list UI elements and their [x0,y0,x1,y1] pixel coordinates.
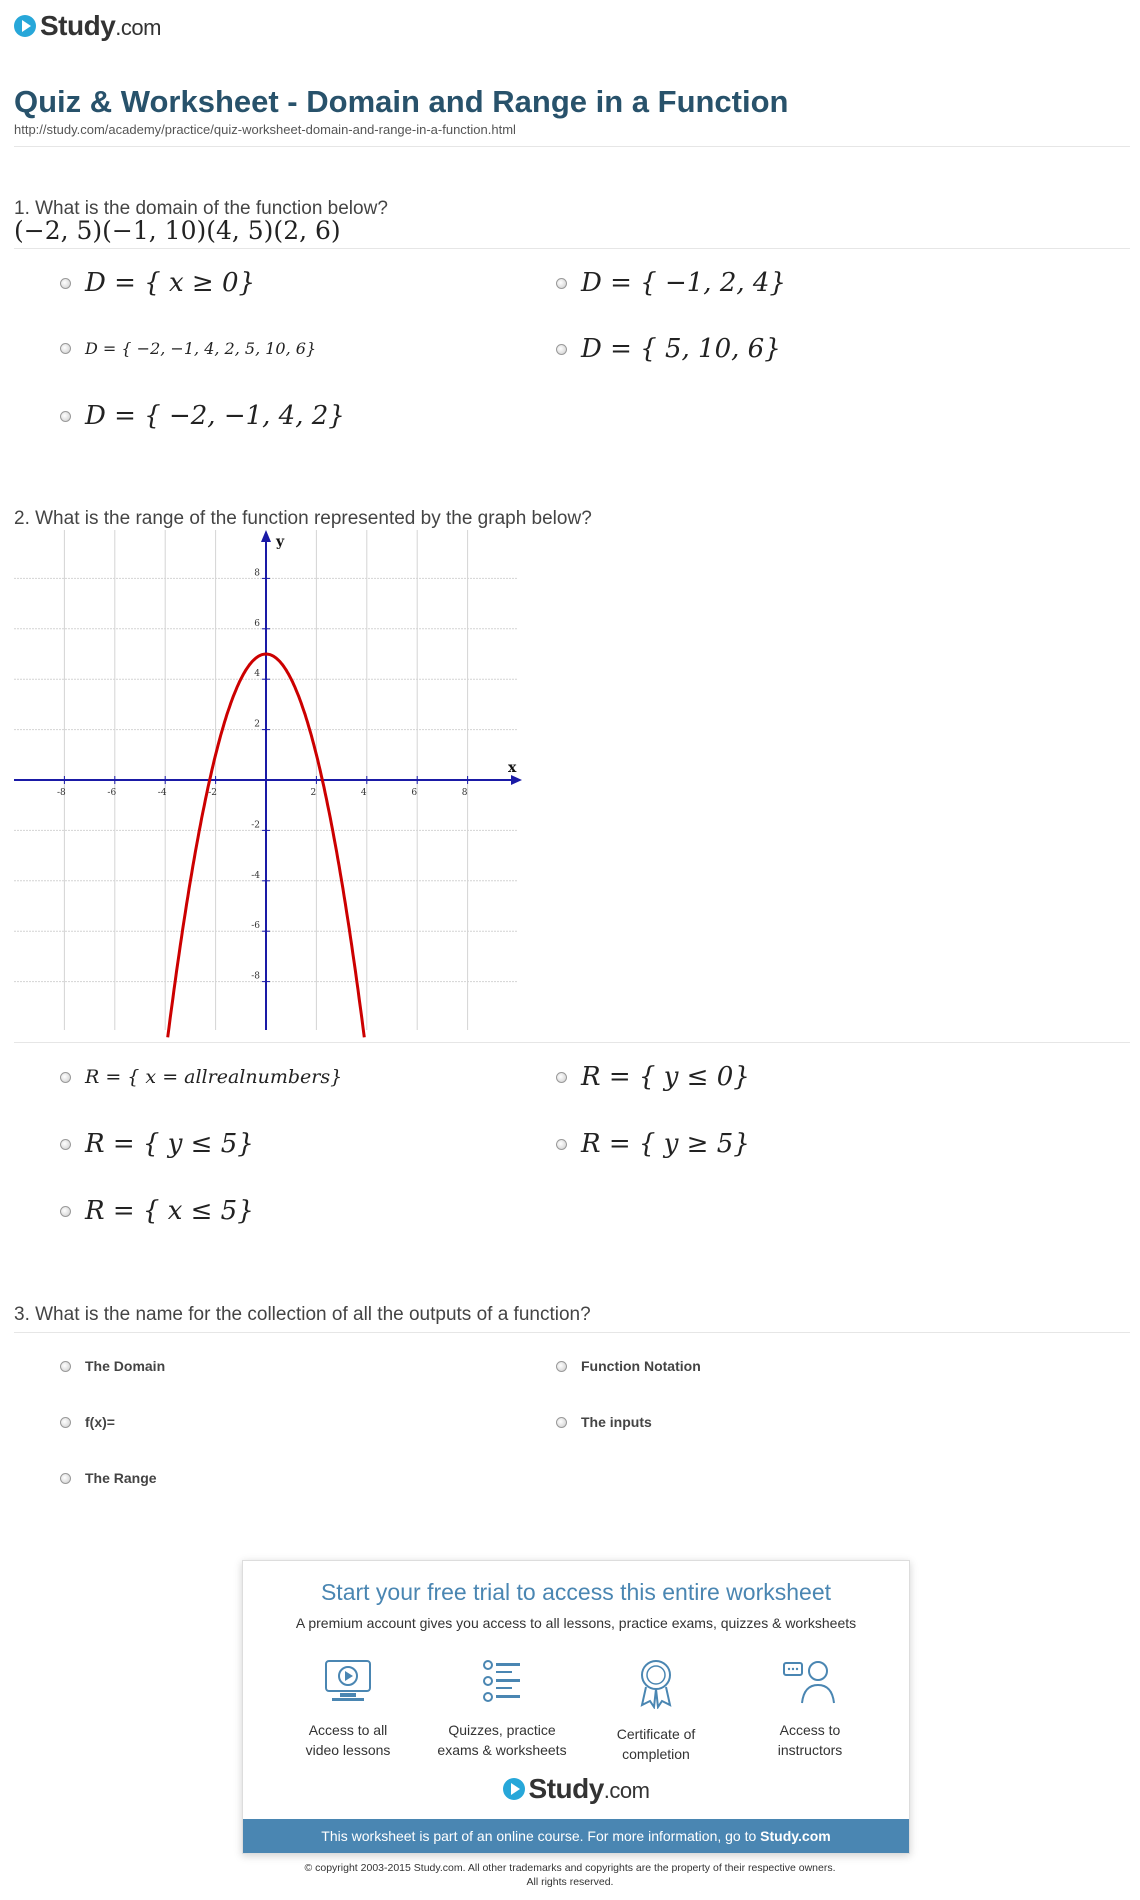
feature-label: Access to all [308,1722,388,1738]
option-label: D = { x ≥ 0} [85,268,256,298]
video-lesson-icon [322,1657,374,1705]
y-tick-label: 8 [254,568,260,579]
option-label: The Domain [85,1358,166,1374]
radio-button[interactable] [60,278,71,289]
q3-option-b[interactable] [556,1358,701,1374]
promo-headline[interactable]: Start your free trial to access this entire worksheet [320,1579,832,1605]
option-label: The inputs [581,1414,652,1430]
brand-domain: .com [603,1778,650,1803]
radio-button[interactable] [556,278,567,289]
copyright-rights: All rights reserved. [526,1876,614,1888]
y-tick-label: -6 [251,921,260,932]
x-tick-label: 8 [461,788,468,798]
feature-quizzes [427,1657,577,1760]
y-tick-label: -8 [251,971,260,982]
x-tick-label: -8 [57,788,66,798]
option-label: The Range [85,1470,157,1486]
x-tick-label: -2 [208,788,217,798]
free-trial-promo [242,1560,910,1854]
promo-bar-link[interactable]: Study.com [760,1828,831,1844]
graph-axes [14,530,522,1030]
q1-option-a[interactable] [60,268,255,298]
option-label: R = { y ≥ 5} [581,1129,750,1159]
quiz-list-icon [476,1657,528,1705]
play-logo-icon [503,1778,525,1800]
feature-label: video lessons [305,1742,391,1758]
y-axis-arrow [261,530,271,542]
promo-bar-text: This worksheet is part of an online course. For more information, go to [321,1828,761,1844]
option-label: R = { y ≤ 0} [581,1062,750,1092]
x-tick-label: 4 [360,788,367,798]
y-tick-label: -4 [251,870,260,881]
parabola-graph [14,530,524,1042]
certificate-icon [630,1657,682,1709]
feature-label: instructors [777,1742,843,1758]
y-tick-label: -2 [251,820,260,831]
q3-option-a[interactable] [60,1358,165,1374]
page-url: http://study.com/academy/practice/quiz-worksheet-domain-and-range-in-a-function.html [14,122,516,137]
radio-button[interactable] [60,1139,71,1150]
option-label: D = { −2, −1, 4, 2} [85,401,345,431]
q2-option-d[interactable] [556,1129,750,1159]
divider [14,146,1130,147]
q1-option-b[interactable] [556,268,786,298]
feature-instructors [735,1657,885,1760]
option-label: f(x)= [85,1414,115,1430]
feature-label: Quizzes, practice [448,1722,556,1738]
y-tick-label: 4 [254,669,260,680]
feature-label: completion [622,1746,690,1762]
graph-ticks [57,568,468,981]
option-label: D = { −2, −1, 4, 2, 5, 10, 6} [85,339,317,358]
play-logo-icon [14,15,36,37]
question-2-text: 2. What is the range of the function represented by the graph below? [14,508,592,529]
q3-option-c[interactable] [60,1414,115,1430]
divider [14,1332,1130,1333]
feature-video-lessons [273,1657,423,1760]
q1-option-e[interactable] [60,401,345,431]
copyright-line: © copyright 2003-2015 Study.com. All other trademarks and copyrights are the property of their respective owners. [304,1862,836,1874]
q2-option-b[interactable] [556,1062,750,1092]
study-logo[interactable] [14,10,161,42]
brand-domain: .com [115,15,161,40]
q1-option-c[interactable] [60,339,316,358]
radio-button[interactable] [60,1206,71,1217]
radio-button[interactable] [556,1361,567,1372]
q1-option-d[interactable] [556,334,781,364]
divider [14,248,1130,249]
y-tick-label: 6 [254,618,260,629]
divider [14,1042,1130,1043]
option-label: D = { 5, 10, 6} [581,334,781,364]
option-label: R = { x = allrealnumbers} [85,1066,343,1088]
option-label: Function Notation [581,1358,701,1374]
brand-name: Study [528,1773,604,1804]
x-axis-arrow [511,775,522,785]
radio-button[interactable] [60,1417,71,1428]
q2-option-e[interactable] [60,1196,254,1226]
y-axis-label: y [276,534,285,550]
promo-info-bar [243,1819,909,1853]
page-title: Quiz & Worksheet - Domain and Range in a Function [14,84,789,119]
option-label: D = { −1, 2, 4} [581,268,786,298]
radio-button[interactable] [60,411,71,422]
radio-button[interactable] [60,1473,71,1484]
promo-study-logo[interactable] [243,1773,909,1805]
x-tick-label: 6 [411,788,418,798]
x-tick-label: -6 [107,788,117,798]
radio-button[interactable] [60,343,71,354]
feature-certificate [581,1657,731,1764]
q2-option-a[interactable] [60,1066,342,1088]
radio-button[interactable] [60,1072,71,1083]
radio-button[interactable] [556,1417,567,1428]
y-tick-label: 2 [254,719,260,730]
question-3-text: 3. What is the name for the collection of all the outputs of a function? [14,1304,591,1325]
question-1-points: (−2, 5)(−1, 10)(4, 5)(2, 6) [14,216,341,245]
q2-option-c[interactable] [60,1129,254,1159]
option-label: R = { x ≤ 5} [85,1196,254,1226]
q3-option-d[interactable] [556,1414,652,1430]
x-tick-label: -4 [157,788,167,798]
q3-option-e[interactable] [60,1470,157,1486]
feature-label: Certificate of [616,1726,696,1742]
option-label: R = { y ≤ 5} [85,1129,254,1159]
radio-button[interactable] [556,344,567,355]
brand-name: Study [40,10,116,41]
feature-label: Access to [779,1722,841,1738]
feature-label: exams & worksheets [437,1742,567,1758]
question-1-text: 1. What is the domain of the function below? [14,198,388,219]
x-axis-label: x [508,760,517,776]
instructor-icon [782,1657,838,1705]
x-tick-label: 2 [310,788,317,798]
radio-button[interactable] [556,1072,567,1083]
radio-button[interactable] [556,1139,567,1150]
promo-subline: A premium account gives you access to all lessons, practice exams, quizzes & worksheets [295,1615,857,1631]
radio-button[interactable] [60,1361,71,1372]
